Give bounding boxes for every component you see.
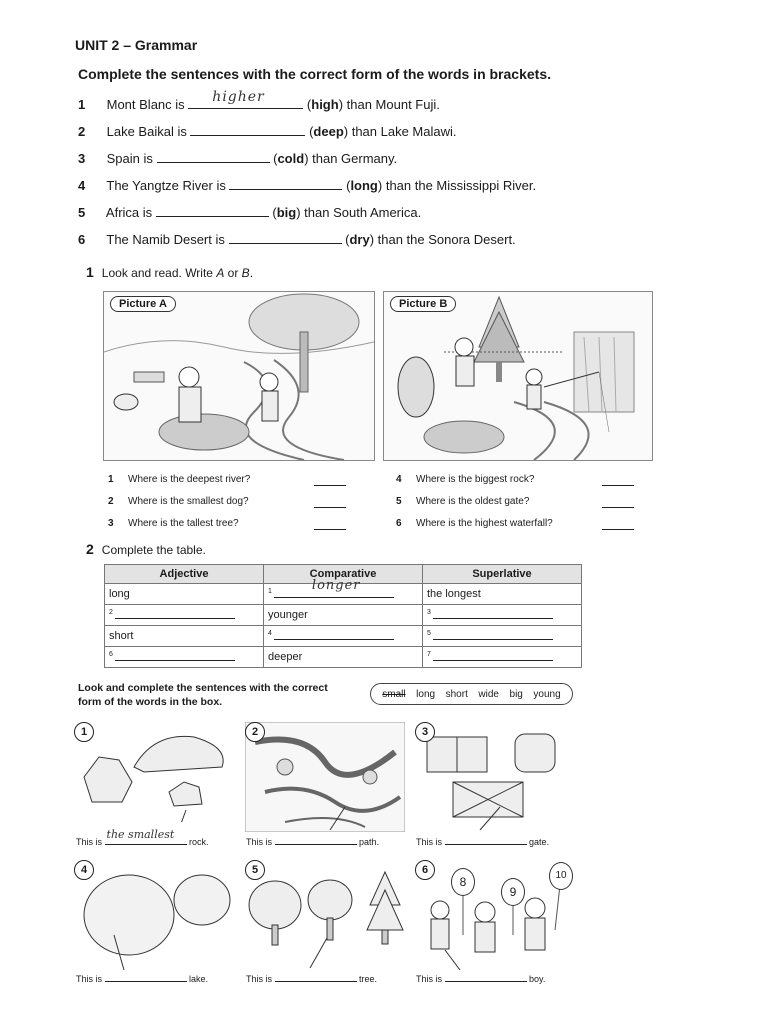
column-header: Superlative: [423, 565, 582, 584]
paths-illustration: [245, 722, 405, 832]
cell-number: 3: [427, 609, 431, 617]
cell-blank[interactable]: [274, 578, 394, 598]
sentence-before: The Yangtze River is: [106, 178, 226, 193]
sentence-before: Africa is: [105, 205, 153, 220]
cell-blank[interactable]: [274, 629, 394, 640]
table-cell[interactable]: [105, 605, 264, 626]
caption-post: boy.: [529, 974, 546, 984]
panel-6: [415, 860, 575, 982]
word-option: long: [416, 688, 436, 700]
sentence-4: 4 The Yangtze River is (long) than the Mississippi River.: [78, 178, 537, 193]
question-text: Where is the deepest river?: [128, 474, 251, 485]
cell-blank[interactable]: [433, 608, 553, 619]
question-5: [396, 496, 529, 507]
answer-blank[interactable]: [229, 230, 342, 244]
answer-line[interactable]: [602, 485, 634, 486]
sentence-number: 4: [78, 178, 86, 193]
cell-text: deeper: [268, 651, 303, 663]
instruction-text: or: [224, 266, 242, 280]
table-cell[interactable]: [264, 626, 423, 647]
sentence-after: than Germany.: [312, 151, 398, 166]
cell-text: the longest: [427, 588, 481, 600]
exercise-number: 1: [86, 264, 94, 280]
question-text: Where is the oldest gate?: [416, 496, 530, 507]
caption-pre: This is: [246, 837, 273, 847]
caption-pre: This is: [76, 974, 103, 984]
cell-blank[interactable]: [433, 629, 553, 640]
table-cell[interactable]: [423, 626, 582, 647]
exercise1-instruction: Complete the sentences with the correct form of the words in brackets.: [78, 66, 551, 82]
table-row: [105, 605, 582, 626]
table-cell: [105, 584, 264, 605]
question-number: 1: [108, 474, 114, 485]
table-row: [105, 647, 582, 668]
sentence-number: 5: [78, 205, 86, 220]
instruction-line: form of the words in the box.: [78, 696, 223, 708]
balloon: 10: [549, 862, 573, 890]
trees-illustration: [245, 860, 405, 970]
caption-pre: This is: [76, 837, 103, 847]
picture-a-illustration: [104, 292, 374, 460]
answer-line[interactable]: [314, 507, 346, 508]
handwritten-answer: longer: [311, 578, 361, 593]
cell-blank[interactable]: [115, 650, 235, 661]
rocks-illustration: [74, 722, 234, 822]
balloon: 9: [501, 878, 525, 906]
exercise3-heading: [86, 541, 206, 557]
picture-b: [383, 291, 653, 461]
panel-number: 1: [74, 722, 94, 742]
caption-post: rock.: [189, 837, 209, 847]
table-cell: [423, 584, 582, 605]
answer-blank[interactable]: [190, 122, 305, 136]
caption-post: gate.: [529, 837, 550, 847]
picture-b-label: Picture B: [390, 296, 456, 312]
bracket-word: dry: [349, 232, 370, 247]
cell-text: younger: [268, 609, 308, 621]
question-3: [108, 518, 239, 529]
caption-blank[interactable]: [445, 835, 527, 845]
cell-text: long: [109, 588, 130, 600]
question-text: Where is the smallest dog?: [128, 496, 249, 507]
cell-number: 7: [427, 651, 431, 659]
sentence-2: 2 Lake Baikal is (deep) than Lake Malawi.: [78, 124, 457, 139]
question-number: 2: [108, 496, 114, 507]
column-header: Adjective: [105, 565, 264, 584]
bracket-word: deep: [313, 124, 344, 139]
panel-number: 4: [74, 860, 94, 880]
caption-pre: This is: [246, 974, 273, 984]
sentence-before: Mont Blanc is: [106, 97, 185, 112]
table-cell[interactable]: [423, 605, 582, 626]
panel-2: [245, 722, 405, 844]
sentence-number: 1: [78, 97, 86, 112]
question-number: 5: [396, 496, 402, 507]
sentence-after: than Mount Fuji.: [346, 97, 440, 112]
caption-6: [416, 972, 545, 984]
panel-number: 2: [245, 722, 265, 742]
panel-number: 6: [415, 860, 435, 880]
answer-blank[interactable]: [229, 176, 342, 190]
caption-5: [246, 972, 377, 984]
sentence-5: 5 Africa is (big) than South America.: [78, 205, 422, 220]
instruction-text: Look and read. Write: [101, 266, 217, 280]
sentence-after: than the Sonora Desert.: [377, 232, 516, 247]
sentence-number: 3: [78, 151, 86, 166]
sentence-before: Lake Baikal is: [106, 124, 187, 139]
grammar-table: [104, 564, 582, 668]
word-option: short: [445, 688, 468, 700]
column-header: Comparative: [264, 565, 423, 584]
caption-4: [76, 972, 208, 984]
exercise4-instruction: [78, 681, 328, 709]
table-cell[interactable]: [264, 578, 423, 605]
answer-line[interactable]: [602, 529, 634, 530]
caption-1: [76, 828, 209, 847]
question-4: [396, 474, 534, 485]
question-text: Where is the biggest rock?: [416, 474, 535, 485]
caption-blank[interactable]: [105, 972, 187, 982]
caption-pre: This is: [416, 974, 443, 984]
answer-line[interactable]: [602, 507, 634, 508]
caption-3: [416, 835, 549, 847]
caption-blank[interactable]: [105, 828, 187, 845]
word-option: young: [533, 688, 561, 700]
sentence-before: Spain is: [106, 151, 153, 166]
table-cell[interactable]: [105, 647, 264, 668]
cell-number: 5: [427, 630, 431, 638]
cell-text: short: [109, 630, 134, 642]
bracket-word: long: [350, 178, 378, 193]
instruction-text: Complete the table.: [101, 543, 206, 557]
question-number: 4: [396, 474, 402, 485]
question-text: Where is the tallest tree?: [128, 518, 239, 529]
panel-number: 5: [245, 860, 265, 880]
lakes-illustration: [74, 860, 234, 970]
picture-a: [103, 291, 375, 461]
bracket-word: cold: [277, 151, 305, 166]
table-cell[interactable]: [423, 647, 582, 668]
option-a: A: [216, 266, 225, 280]
instruction-text: .: [249, 266, 254, 280]
table-cell: [105, 626, 264, 647]
handwritten-answer: the smallest: [106, 828, 175, 841]
caption-post: lake.: [189, 974, 209, 984]
word-option: big: [509, 688, 523, 700]
question-6: [396, 518, 553, 529]
panel-1: [74, 722, 234, 844]
question-number: 3: [108, 518, 114, 529]
cell-number: 4: [268, 630, 272, 638]
question-2: [108, 496, 249, 507]
panel-5: [245, 860, 405, 982]
table-row: [105, 584, 582, 605]
word-option: small: [382, 688, 406, 700]
exercise-number: 2: [86, 541, 94, 557]
word-box: [370, 683, 573, 705]
picture-b-illustration: [384, 292, 652, 460]
caption-post: tree.: [359, 974, 378, 984]
sentence-before: The Namib Desert is: [106, 232, 225, 247]
sentence-6: 6 The Namib Desert is (dry) than the Sonora Desert.: [78, 232, 516, 247]
answer-line[interactable]: [314, 485, 346, 486]
answer-blank[interactable]: [156, 203, 269, 217]
picture-a-label: Picture A: [110, 296, 176, 312]
option-b: B: [241, 266, 250, 280]
caption-blank[interactable]: [445, 972, 527, 982]
cell-number: 1: [268, 588, 272, 596]
question-text: Where is the highest waterfall?: [416, 518, 553, 529]
sentence-1: 1 Mont Blanc is higher (high) than Mount Fuji.: [78, 89, 440, 112]
table-cell: [264, 647, 423, 668]
caption-blank[interactable]: [275, 835, 357, 845]
question-number: 6: [396, 518, 402, 529]
panel-3: [415, 722, 575, 844]
instruction-line: Look and complete the sentences with the correct: [78, 682, 328, 694]
balloon: 8: [451, 868, 475, 896]
sentence-number: 2: [78, 124, 86, 139]
caption-blank[interactable]: [275, 972, 357, 982]
word-option: wide: [478, 688, 499, 700]
answer-blank[interactable]: [188, 89, 303, 109]
sentence-after: than South America.: [304, 205, 422, 220]
gates-illustration: [415, 722, 575, 832]
sentence-after: than Lake Malawi.: [351, 124, 457, 139]
panel-number: 3: [415, 722, 435, 742]
question-1: [108, 474, 250, 485]
table-cell: [264, 605, 423, 626]
cell-blank[interactable]: [433, 650, 553, 661]
table-row: [105, 626, 582, 647]
cell-number: 6: [109, 651, 113, 659]
unit-title: UNIT 2 – Grammar: [75, 37, 198, 53]
sentence-number: 6: [78, 232, 86, 247]
caption-post: path.: [359, 837, 380, 847]
bracket-word: big: [276, 205, 297, 220]
caption-2: [246, 835, 379, 847]
cell-blank[interactable]: [115, 608, 235, 619]
cell-number: 2: [109, 609, 113, 617]
exercise2-heading: [86, 264, 253, 280]
panel-4: [74, 860, 234, 982]
sentence-3: 3 Spain is (cold) than Germany.: [78, 151, 398, 166]
caption-pre: This is: [416, 837, 443, 847]
answer-line[interactable]: [314, 529, 346, 530]
answer-blank[interactable]: [157, 149, 270, 163]
sentence-after: than the Mississippi River.: [385, 178, 537, 193]
handwritten-answer: higher: [212, 89, 265, 105]
bracket-word: high: [311, 97, 339, 112]
